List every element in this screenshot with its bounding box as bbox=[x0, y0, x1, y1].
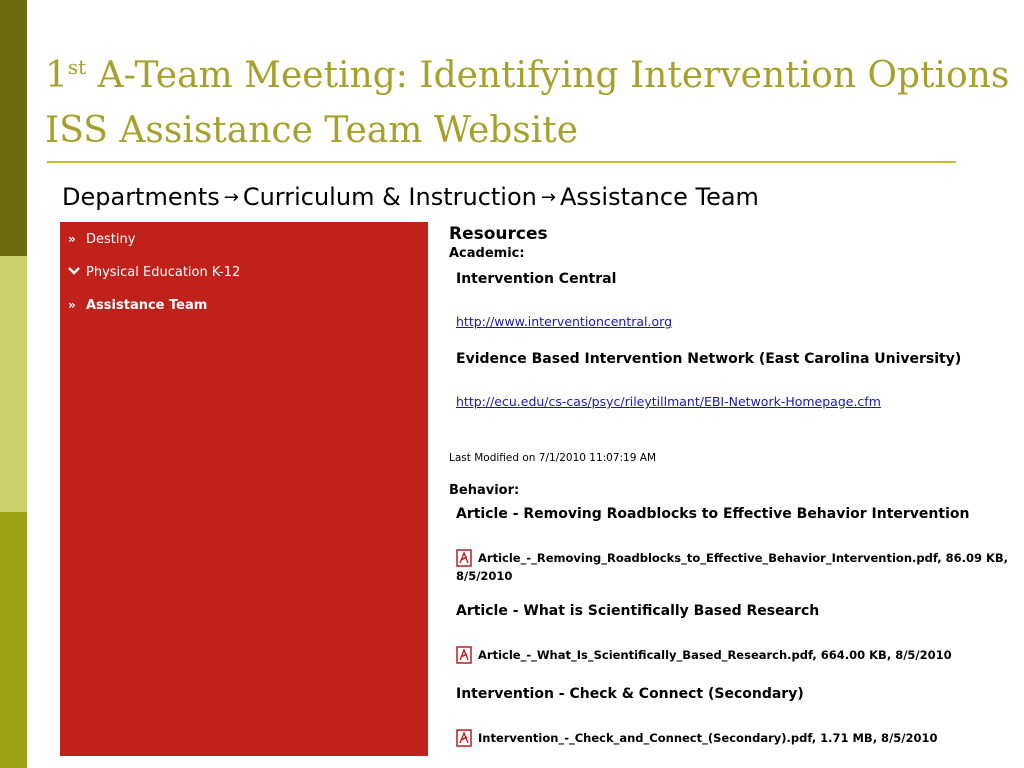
site-nav-panel bbox=[60, 222, 428, 756]
resource-title-roadblocks: Article - Removing Roadblocks to Effective Behavior Intervention bbox=[456, 506, 970, 522]
last-modified-text: Last Modified on 7/1/2010 11:07:19 AM bbox=[449, 452, 657, 464]
title-superscript: st bbox=[67, 55, 87, 79]
resource-title-ebi-network: Evidence Based Intervention Network (East Carolina University) bbox=[456, 351, 962, 367]
decor-band-bottom bbox=[0, 512, 27, 768]
resource-title-scientific-research: Article - What is Scientifically Based Research bbox=[456, 603, 820, 619]
chevron-down-icon bbox=[68, 265, 86, 279]
pdf-icon bbox=[456, 729, 472, 747]
pdf-icon bbox=[456, 549, 472, 567]
nav-item-label: Assistance Team bbox=[86, 298, 208, 313]
nav-item-label: Destiny bbox=[86, 232, 136, 247]
nav-item-destiny[interactable] bbox=[68, 232, 135, 247]
title-prefix: 1 bbox=[45, 55, 68, 96]
behavior-label: Behavior: bbox=[449, 483, 520, 498]
file-link-text: Article_-_What_Is_Scientifically_Based_Research.pdf, 664.00 KB, 8/5/2010 bbox=[478, 648, 952, 662]
link-ebi-network[interactable]: http://ecu.edu/cs-cas/psyc/rileytillmant/EBI-Network-Homepage.cfm bbox=[456, 394, 881, 409]
file-link-roadblocks[interactable] bbox=[456, 549, 1021, 585]
breadcrumb-separator: → bbox=[540, 187, 556, 208]
decor-band-top bbox=[0, 0, 27, 256]
file-link-text: Article_-_Removing_Roadblocks_to_Effective_Behavior_Intervention.pdf, 86.09 KB, 8/5/2010 bbox=[456, 551, 1009, 583]
breadcrumb-item-departments: Departments bbox=[62, 183, 220, 211]
double-chevron-right-icon: » bbox=[68, 298, 76, 312]
file-link-text: Intervention_-_Check_and_Connect_(Secondary).pdf, 1.71 MB, 8/5/2010 bbox=[478, 731, 938, 745]
file-link-scientific-research[interactable] bbox=[456, 646, 1021, 664]
resource-title-check-connect: Intervention - Check & Connect (Secondary) bbox=[456, 686, 804, 702]
file-link-check-connect[interactable] bbox=[456, 729, 1021, 747]
academic-label: Academic: bbox=[449, 246, 525, 261]
breadcrumb-item-assistance-team: Assistance Team bbox=[559, 183, 759, 211]
breadcrumb bbox=[62, 183, 759, 211]
nav-item-physical-education[interactable] bbox=[68, 265, 240, 280]
decor-band-middle bbox=[0, 256, 27, 512]
resource-title-intervention-central: Intervention Central bbox=[456, 271, 617, 287]
nav-item-label: Physical Education K-12 bbox=[86, 265, 241, 280]
slide-title bbox=[45, 48, 1009, 158]
breadcrumb-separator: → bbox=[223, 187, 239, 208]
title-line2: ISS Assistance Team Website bbox=[45, 110, 579, 151]
link-intervention-central[interactable]: http://www.interventioncentral.org bbox=[456, 314, 673, 329]
resources-heading: Resources bbox=[449, 224, 548, 244]
title-divider bbox=[47, 161, 956, 163]
breadcrumb-item-curriculum: Curriculum & Instruction bbox=[242, 183, 537, 211]
nav-item-assistance-team[interactable] bbox=[68, 298, 207, 313]
title-line1: A-Team Meeting: Identifying Intervention Options bbox=[86, 55, 1010, 96]
double-chevron-right-icon: » bbox=[68, 232, 76, 246]
pdf-icon bbox=[456, 646, 472, 664]
